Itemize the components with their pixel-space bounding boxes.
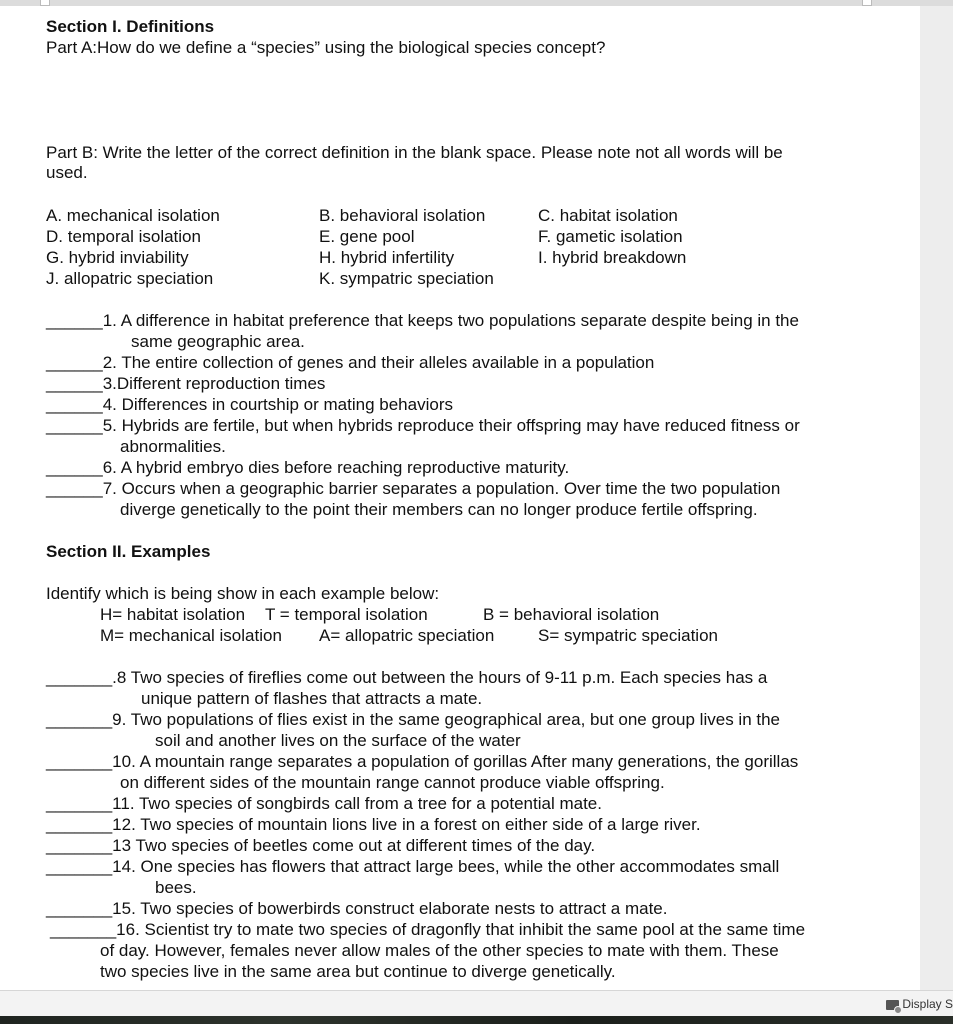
definition-1-cont: same geographic area. [131, 332, 305, 351]
word-bank-i: I. hybrid breakdown [538, 248, 687, 267]
display-settings-button[interactable] [882, 995, 953, 1013]
definition-2: ______2. The entire collection of genes and their alleles available in a population [46, 353, 655, 372]
key-habitat: H= habitat isolation [100, 605, 246, 624]
definition-1: ______1. A difference in habitat preference that keeps two populations separate despite being in the [46, 311, 799, 330]
word-bank-k: K. sympatric speciation [319, 269, 494, 288]
word-bank-g: G. hybrid inviability [46, 248, 189, 267]
status-bar [0, 990, 953, 1017]
example-12: _______12. Two species of mountain lions live in a forest on either side of a large river. [46, 815, 701, 834]
word-bank-d: D. temporal isolation [46, 227, 201, 246]
word-bank-c: C. habitat isolation [538, 206, 678, 225]
example-16: _______16. Scientist try to mate two species of dragonfly that inhibit the same pool at the same time [50, 920, 806, 939]
definition-7-cont: diverge genetically to the point their members can no longer produce fertile offspring. [120, 500, 758, 519]
key-temporal: T = temporal isolation [265, 605, 428, 624]
document-page [0, 6, 920, 990]
taskbar-strip [0, 1016, 953, 1024]
example-9-cont: soil and another lives on the surface of the water [155, 731, 521, 750]
key-behavioral: B = behavioral isolation [483, 605, 660, 624]
section-2-title: Section II. Examples [46, 542, 211, 561]
section-2-intro: Identify which is being show in each example below: [46, 584, 440, 603]
example-14-cont: bees. [155, 878, 197, 897]
definition-5-cont: abnormalities. [120, 437, 226, 456]
example-16-cont-2: two species live in the same area but continue to diverge genetically. [100, 962, 616, 981]
example-16-cont: of day. However, females never allow males of the other species to mate with them. These [100, 941, 779, 960]
key-sympatric: S= sympatric speciation [538, 626, 718, 645]
definition-6: ______6. A hybrid embryo dies before reaching reproductive maturity. [46, 458, 570, 477]
word-bank-e: E. gene pool [319, 227, 415, 246]
part-b-instructions: Part B: Write the letter of the correct definition in the blank space. Please note not all words will be [46, 143, 783, 162]
example-10-cont: on different sides of the mountain range cannot produce viable offspring. [120, 773, 665, 792]
example-14: _______14. One species has flowers that attract large bees, while the other accommodates small [46, 857, 780, 876]
part-a-question: Part A:How do we define a “species” using the biological species concept? [46, 38, 606, 57]
section-1-title: Section I. Definitions [46, 17, 215, 36]
definition-4: ______4. Differences in courtship or mating behaviors [46, 395, 453, 414]
word-bank-a: A. mechanical isolation [46, 206, 220, 225]
display-settings-icon [886, 1000, 899, 1010]
part-b-instructions-cont: used. [46, 163, 88, 182]
example-8: _______.8 Two species of fireflies come out between the hours of 9-11 p.m. Each species has a [46, 668, 768, 687]
example-10: _______10. A mountain range separates a population of gorillas After many generations, the gorillas [46, 752, 799, 771]
definition-3: ______3.Different reproduction times [46, 374, 326, 393]
key-allopatric: A= allopatric speciation [319, 626, 495, 645]
example-15: _______15. Two species of bowerbirds construct elaborate nests to attract a mate. [46, 899, 668, 918]
definition-7: ______7. Occurs when a geographic barrier separates a population. Over time the two population [46, 479, 781, 498]
word-bank-f: F. gametic isolation [538, 227, 683, 246]
word-bank-h: H. hybrid infertility [319, 248, 455, 267]
display-settings-label: Display S [902, 997, 953, 1011]
key-mechanical: M= mechanical isolation [100, 626, 282, 645]
word-bank-j: J. allopatric speciation [46, 269, 214, 288]
definition-5: ______5. Hybrids are fertile, but when hybrids reproduce their offspring may have reduced fitness or [46, 416, 800, 435]
example-9: _______9. Two populations of flies exist in the same geographical area, but one group lives in the [46, 710, 781, 729]
example-11: _______11. Two species of songbirds call from a tree for a potential mate. [46, 794, 602, 813]
word-bank-b: B. behavioral isolation [319, 206, 486, 225]
example-8-cont: unique pattern of flashes that attracts a mate. [141, 689, 483, 708]
example-13: _______13 Two species of beetles come out at different times of the day. [46, 836, 596, 855]
